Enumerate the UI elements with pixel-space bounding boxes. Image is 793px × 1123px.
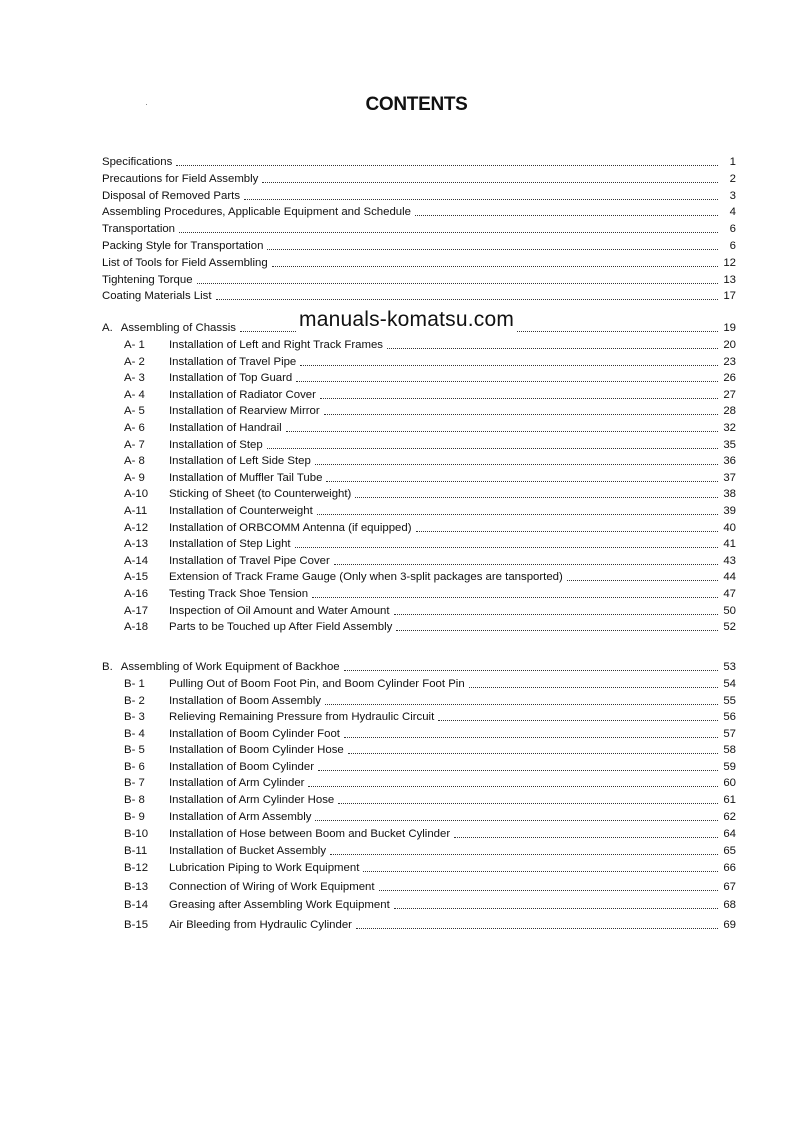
toc-entry[interactable]	[102, 336, 736, 352]
leader-dots	[344, 737, 718, 738]
toc-entry-title: Disposal of Removed Parts	[102, 189, 241, 202]
leader-dots	[394, 908, 718, 909]
toc-entry-page: 17	[723, 290, 736, 303]
toc-entry[interactable]	[102, 386, 736, 402]
toc-entry-code: B.	[102, 661, 113, 673]
toc-entry-page: 57	[723, 728, 736, 740]
toc-entry-code: A-12	[124, 521, 149, 534]
toc-entry-page: 12	[723, 256, 736, 269]
leader-dots	[216, 299, 718, 300]
leader-dots	[267, 448, 718, 449]
toc-entry[interactable]	[102, 916, 736, 932]
toc-entry[interactable]	[102, 402, 736, 418]
toc-entry-page: 27	[723, 388, 736, 401]
toc-entry-page: 65	[723, 845, 736, 857]
toc-entry[interactable]	[102, 237, 736, 253]
toc-entry-page: 67	[723, 881, 736, 893]
toc-entry-page: 68	[723, 899, 736, 911]
toc-entry-page: 47	[723, 588, 736, 600]
toc-entry-page: 32	[723, 422, 736, 434]
toc-entry-title: Testing Track Shoe Tension	[169, 588, 309, 600]
toc-entry-code: B- 2	[124, 695, 145, 707]
toc-entry-page: 60	[723, 777, 736, 789]
toc-entry-code: A-14	[124, 554, 149, 567]
toc-entry-page: 6	[729, 240, 736, 252]
toc-entry-code: B- 6	[124, 761, 145, 773]
toc-entry-code: A-17	[124, 604, 149, 617]
toc-entry[interactable]	[102, 791, 736, 807]
toc-entry[interactable]	[102, 271, 736, 287]
toc-entry-code: B-11	[124, 845, 148, 857]
toc-entry[interactable]	[102, 585, 736, 601]
toc-entry-code: A- 2	[124, 355, 145, 368]
leader-dots	[244, 199, 718, 200]
leader-dots	[348, 753, 718, 754]
leader-dots	[315, 464, 718, 465]
toc-entry-title: Specifications	[102, 156, 173, 168]
leader-dots	[295, 547, 718, 548]
toc-entry[interactable]	[102, 675, 736, 691]
toc-entry-title: Installation of Boom Assembly	[169, 695, 321, 707]
leader-dots	[567, 580, 718, 581]
leader-dots	[267, 249, 718, 250]
toc-entry-code: A-16	[124, 588, 149, 600]
toc-entry-title: Installation of Rearview Mirror	[169, 405, 320, 418]
toc-entry[interactable]	[102, 708, 736, 724]
toc-entry-title: Installation of Boom Cylinder Hose	[169, 744, 344, 756]
toc-entry[interactable]	[102, 842, 736, 858]
toc-entry[interactable]	[102, 808, 736, 824]
toc-entry-title: Lubrication Piping to Work Equipment	[169, 862, 360, 874]
toc-entry[interactable]	[102, 896, 736, 912]
toc-entry[interactable]	[102, 741, 736, 757]
toc-entry-code: A- 3	[124, 372, 145, 385]
leader-dots	[312, 597, 718, 598]
leader-dots	[324, 414, 718, 415]
leader-dots	[326, 481, 718, 482]
toc-entry-code: A-10	[124, 488, 149, 501]
leader-dots	[469, 687, 718, 688]
toc-entry[interactable]	[102, 692, 736, 708]
toc-entry-title: Installation of Radiator Cover	[169, 388, 316, 401]
toc-entry-code: B-10	[124, 828, 149, 840]
leader-dots	[262, 182, 718, 183]
toc-entry[interactable]	[102, 568, 736, 584]
toc-entry-code: B- 8	[124, 794, 145, 806]
toc-entry-title: Installation of Boom Cylinder	[169, 761, 314, 773]
toc-entry[interactable]	[102, 170, 736, 186]
toc-entry-title: Relieving Remaining Pressure from Hydraulic Circuit	[169, 711, 435, 723]
leader-dots	[415, 215, 718, 216]
toc-entry-code: B-14	[124, 899, 149, 911]
toc-entry[interactable]	[102, 618, 736, 634]
leader-dots	[416, 531, 719, 532]
toc-entry-code: B- 9	[124, 811, 145, 823]
toc-entry-page: 2	[729, 172, 736, 185]
toc-entry-title: Installation of Step	[169, 438, 263, 451]
toc-entry-code: B- 7	[124, 777, 145, 789]
toc-entry-title: Assembling Procedures, Applicable Equipment and Schedule	[102, 206, 412, 219]
toc-entry[interactable]	[102, 419, 736, 435]
toc-entry-page: 35	[723, 438, 736, 451]
toc-entry-code: B- 4	[124, 728, 145, 740]
toc-entry-code: A- 4	[124, 388, 145, 401]
toc-entry[interactable]	[102, 758, 736, 774]
toc-entry[interactable]	[102, 153, 736, 169]
toc-entry-page: 20	[723, 339, 736, 351]
leader-dots	[308, 786, 718, 787]
toc-entry-code: B- 5	[124, 744, 145, 756]
leader-dots	[438, 720, 718, 721]
toc-entry-page: 13	[723, 273, 736, 286]
toc-entry[interactable]	[102, 353, 736, 369]
leader-dots	[355, 497, 718, 498]
toc-entry-title: Installation of Bucket Assembly	[169, 845, 327, 857]
leader-dots	[286, 431, 718, 432]
toc-entry-code: A-11	[124, 505, 148, 517]
toc-entry-page: 3	[729, 189, 736, 202]
leader-dots	[387, 348, 718, 349]
toc-entry-title: Tightening Torque	[102, 273, 193, 286]
toc-entry-page: 58	[723, 744, 736, 756]
toc-entry-page: 59	[723, 761, 736, 773]
toc-entry[interactable]	[102, 452, 736, 468]
toc-entry[interactable]	[102, 774, 736, 790]
toc-entry[interactable]	[102, 725, 736, 741]
leader-dots	[334, 564, 718, 565]
toc-entry-code: A- 9	[124, 471, 145, 484]
leader-dots	[272, 266, 718, 267]
leader-dots	[363, 871, 718, 872]
toc-entry[interactable]	[102, 203, 736, 219]
toc-entry-title: Pulling Out of Boom Foot Pin, and Boom Cylinder Foot Pin	[169, 678, 465, 690]
toc-entry[interactable]	[102, 825, 736, 841]
toc-entry-page: 36	[723, 455, 736, 468]
toc-entry-page: 55	[723, 695, 736, 707]
toc-entry-title: Installation of ORBCOMM Antenna (if equipped)	[169, 521, 412, 534]
leader-dots	[296, 381, 718, 382]
leader-dots	[300, 365, 718, 366]
toc-entry[interactable]	[102, 878, 736, 894]
toc-entry-title: Installation of Travel Pipe Cover	[169, 554, 330, 567]
toc-entry[interactable]	[102, 552, 736, 568]
leader-dots	[318, 770, 718, 771]
toc-entry-title: Greasing after Assembling Work Equipment	[169, 899, 390, 911]
leader-dots	[179, 232, 718, 233]
toc-entry-code: B-13	[124, 881, 149, 893]
toc-entry-code: A- 8	[124, 455, 145, 468]
toc-entry-title: Installation of Top Guard	[169, 372, 293, 385]
toc-entry-page: 26	[723, 372, 736, 385]
leader-dots	[176, 165, 718, 166]
toc-entry-page: 4	[729, 206, 736, 219]
toc-entry-code: A- 7	[124, 438, 145, 451]
toc-entry-page: 69	[723, 919, 736, 931]
toc-entry-title: Assembling of Chassis	[120, 322, 236, 334]
leader-dots	[317, 514, 718, 515]
toc-entry-page: 62	[723, 811, 736, 823]
toc-entry-title: Precautions for Field Assembly	[102, 172, 259, 185]
toc-entry[interactable]	[102, 485, 736, 501]
toc-entry-title: Packing Style for Transportation	[102, 240, 264, 252]
toc-entry-page: 6	[729, 223, 736, 236]
toc-entry-page: 66	[723, 862, 736, 874]
toc-entry[interactable]	[102, 187, 736, 203]
leader-dots	[396, 630, 718, 631]
toc-entry-title: Installation of Hose between Boom and Bucket Cylinder	[169, 828, 451, 840]
toc-entry[interactable]	[102, 519, 736, 535]
toc-entry[interactable]	[102, 602, 736, 618]
leader-dots	[356, 928, 718, 929]
leader-dots	[320, 398, 718, 399]
toc-entry-page: 23	[723, 355, 736, 368]
toc-entry[interactable]	[102, 220, 736, 236]
toc-entry-code: A- 5	[124, 405, 145, 418]
toc-entry[interactable]	[102, 469, 736, 485]
leader-dots	[330, 854, 718, 855]
toc-entry-title: Installation of Arm Cylinder Hose	[169, 794, 335, 806]
toc-entry-code: B-15	[124, 919, 149, 931]
toc-entry[interactable]	[102, 287, 736, 303]
toc-entry-code: B-12	[124, 862, 149, 874]
toc-entry-page: 43	[723, 554, 736, 567]
toc-entry-code: A- 6	[124, 422, 145, 434]
watermark: manuals-komatsu.com	[299, 308, 515, 331]
toc-entry-code: A.	[102, 322, 113, 334]
toc-entry-page: 54	[723, 678, 736, 690]
toc-entry-page: 28	[723, 405, 736, 418]
toc-entry[interactable]	[102, 369, 736, 385]
leader-dots	[394, 614, 718, 615]
leader-dots	[315, 820, 718, 821]
toc-entry-page: 41	[723, 538, 736, 551]
toc-entry-page: 52	[723, 621, 736, 634]
toc-entry-title: Air Bleeding from Hydraulic Cylinder	[169, 919, 352, 931]
page-title: CONTENTS	[365, 94, 468, 115]
toc-entry-title: Installation of Counterweight	[169, 505, 313, 517]
toc-entry-page: 50	[723, 604, 736, 617]
toc-entry-title: Installation of Handrail	[169, 422, 282, 434]
toc-entry-title: Installation of Arm Cylinder	[169, 777, 305, 789]
toc-entry-code: B- 1	[124, 678, 145, 690]
toc-entry-title: Connection of Wiring of Work Equipment	[169, 881, 375, 893]
toc-entry-page: 44	[723, 571, 736, 584]
toc-entry-title: Installation of Muffler Tail Tube	[169, 471, 323, 484]
leader-dots	[454, 837, 718, 838]
toc-entry-code: A-18	[124, 621, 149, 634]
leader-dots	[344, 670, 718, 671]
toc-entry-title: Transportation	[102, 223, 176, 236]
toc-entry-page: 39	[723, 505, 736, 517]
toc-entry-page: 64	[723, 828, 736, 840]
toc-entry-page: 38	[723, 488, 736, 501]
toc-entry[interactable]	[102, 535, 736, 551]
toc-entry-code: B- 3	[124, 711, 145, 723]
toc-entry-page: 37	[723, 471, 736, 484]
toc-entry-title: Installation of Step Light	[169, 538, 291, 551]
leader-dots	[379, 890, 718, 891]
toc-entry-title: Sticking of Sheet (to Counterweight)	[169, 488, 352, 501]
toc-entry-title: Installation of Boom Cylinder Foot	[169, 728, 340, 740]
toc-entry-title: Installation of Left Side Step	[169, 455, 311, 468]
toc-entry-page: 61	[723, 794, 736, 806]
toc-entry-title: Installation of Travel Pipe	[169, 355, 297, 368]
toc-entry-page: 1	[729, 156, 736, 168]
toc-entry-title: Installation of Left and Right Track Frames	[169, 339, 383, 351]
leader-dots	[338, 803, 718, 804]
leader-dots	[325, 704, 718, 705]
toc-entry[interactable]	[102, 658, 736, 674]
toc-entry-code: A-13	[124, 538, 149, 551]
toc-entry-title: Parts to be Touched up After Field Assembly	[169, 621, 393, 634]
toc-entry-title: Assembling of Work Equipment of Backhoe	[120, 661, 340, 673]
toc-entry-page: 53	[723, 661, 736, 673]
toc-entry[interactable]	[102, 859, 736, 875]
leader-dots	[197, 283, 718, 284]
toc-entry[interactable]	[102, 436, 736, 452]
toc-entry-title: Installation of Arm Assembly	[169, 811, 312, 823]
toc-entry-title: Extension of Track Frame Gauge (Only when 3-split packages are tansported)	[169, 571, 563, 584]
toc-entry-code: A- 1	[124, 339, 145, 351]
toc-entry-title: Inspection of Oil Amount and Water Amount	[169, 604, 390, 617]
toc-entry-code: A-15	[124, 571, 149, 584]
toc-entry-page: 19	[723, 322, 736, 334]
toc-entry-title: List of Tools for Field Assembling	[102, 256, 268, 269]
toc-entry[interactable]	[102, 254, 736, 270]
toc-entry-title: Coating Materials List	[102, 290, 212, 303]
toc-entry[interactable]	[102, 502, 736, 518]
toc-entry-page: 40	[723, 521, 736, 534]
toc-entry-page: 56	[723, 711, 736, 723]
